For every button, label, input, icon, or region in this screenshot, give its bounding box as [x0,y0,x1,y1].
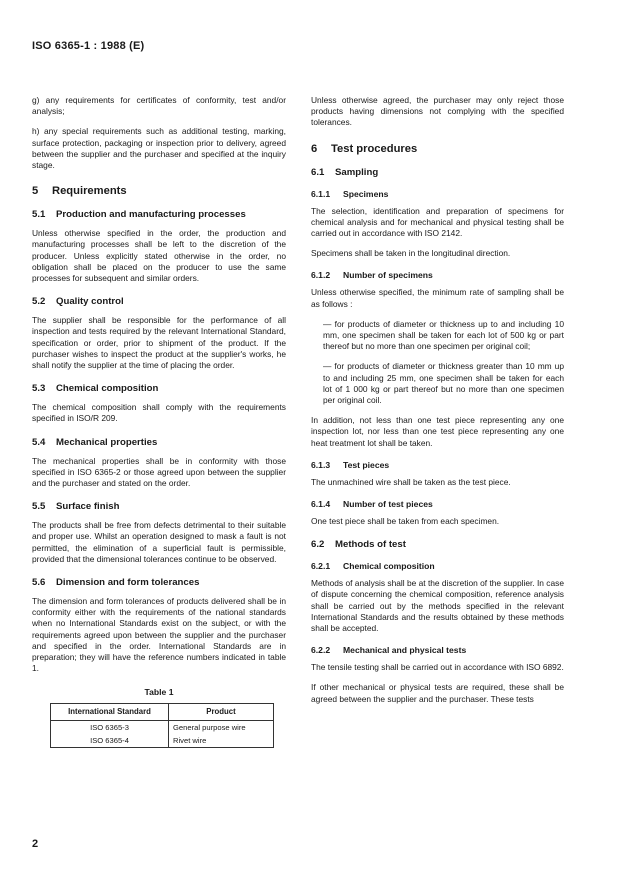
section-title: Number of test pieces [343,499,433,510]
dash-list-item: — for products of diameter or thickness up to and including 10 mm, one specimen shall be taken for each lot of 500 kg or part thereof but no more than one specimen per original coil; [323,318,564,352]
section-number: 6.1 [311,166,325,178]
section-6-2-heading [311,539,564,550]
section-6-2-1-heading [311,561,564,571]
section-title: Dimension and form tolerances [56,577,200,589]
page-number: 2 [32,838,39,850]
section-number: 6.1.4 [311,499,331,510]
section-5-1-heading [32,209,286,220]
section-5-6-text: The dimension and form tolerances of products delivered shall be in conformity either with the requirements of the national standards when no International Standards exist on the subject, or with the requirements agreed upon between the supplier and the purchaser and specified in the order. International Standards are in preparation; they will have the reference numbers indicated in table 1. [32,596,286,674]
section-title: Test procedures [331,142,418,155]
section-6-2-2-text: The tensile testing shall be carried out in accordance with ISO 6892. [311,662,564,673]
section-number: 6.1.2 [311,270,331,281]
section-number: 5.1 [32,209,46,221]
section-6-1-4-text: One test piece shall be taken from each specimen. [311,516,500,527]
section-title: Surface finish [56,501,120,513]
section-title: Sampling [335,166,379,178]
section-title: Specimens [343,188,389,199]
section-6-2-2-text: If other mechanical or physical tests are required, these shall be agreed between the supplier and the purchaser. These tests [311,682,564,704]
section-number: 6 [311,142,318,155]
table-caption: Table 1 [144,686,174,697]
section-number: 6.2 [311,539,325,551]
table-row [51,720,274,734]
section-title: Chemical composition [56,383,159,395]
section-6-1-1-heading [311,189,564,199]
section-6-1-3-heading [311,460,564,470]
section-5-3-text: The chemical composition shall comply with the requirements specified in ISO/R 209. [32,402,286,424]
section-6-2-1-text: Methods of analysis shall be at the discretion of the supplier. In case of dispute concerning the chemical composition, reference analysis shall be carried out by the methods specified in the relevant International Standards and the results obtained by these methods shall be accepted. [311,578,564,634]
tolerance-reject-text: Unless otherwise agreed, the purchaser may only reject those products having dimensions not complying with the specified tolerances. [311,95,564,128]
section-title: Mechanical and physical tests [343,645,467,656]
section-5-6-heading [32,577,286,588]
column-header: Product [169,703,274,720]
section-6-1-2-text: Unless otherwise specified, the minimum rate of sampling shall be as follows : [311,287,564,309]
section-title: Methods of test [335,539,406,551]
section-number: 6.1.1 [311,188,331,199]
section-number: 5.2 [32,296,46,308]
column-header: International Standard [51,703,169,720]
section-5-2-heading [32,296,286,307]
section-title: Production and manufacturing processes [56,209,246,221]
section-title: Test pieces [343,459,390,470]
section-number: 5.4 [32,436,46,448]
section-6-1-2-heading [311,270,564,280]
table-cell: ISO 6365-4 [51,734,169,748]
section-title: Mechanical properties [56,436,158,448]
dash-list-item: — for products of diameter or thickness greater than 10 mm up to and including 25 mm, one specimen shall be taken for each lot of 1 000 kg or part thereof but no more than one specimen per original coil. [323,361,564,406]
left-column [32,95,286,748]
section-6-1-3-text: The unmachined wire shall be taken as the test piece. [311,476,511,487]
list-item-h: h) any special requirements such as additional testing, marking, surface protection, packaging or inspection prior to delivery, agreed between the supplier and the purchaser and specified at the inquiry stage. [32,126,286,171]
section-number: 6.1.3 [311,459,331,470]
section-5-heading [32,185,286,197]
section-title: Requirements [52,185,127,198]
section-5-1-text: Unless otherwise specified in the order, the production and manufacturing processes shall be left to the discretion of the producer. Unless explicitly stated otherwise in the order, no obligation shall be placed on the producer to use the same processes for subsequent and similar orders. [32,228,286,284]
section-5-4-text: The mechanical properties shall be in conformity with those specified in ISO 6365-2 or those agreed upon between the supplier and the purchaser and stated on the order. [32,455,286,489]
section-title: Number of specimens [343,270,433,281]
section-5-5-heading [32,501,286,512]
section-5-4-heading [32,437,286,448]
section-number: 5 [32,185,39,198]
right-column [311,95,564,714]
section-number: 5.6 [32,577,46,589]
section-5-3-heading [32,383,286,394]
section-6-1-4-heading [311,499,564,509]
section-6-1-heading [311,167,564,178]
table-header-row [51,703,274,720]
section-5-2-text: The supplier shall be responsible for the performance of all inspection and tests required by the relevant International Standard, specification or order, prior to shipment of the product. If the purchaser wishes to inspect the product at the supplier's works, he shall notify the supplier at the time of placing the order. [32,315,286,371]
section-number: 6.2.2 [311,645,331,656]
section-6-1-2-text: In addition, not less than one test piece representing any one inspection lot, nor less than one test piece representing any one heat treatment lot shall be taken. [311,415,564,448]
section-6-1-1-text: The selection, identification and preparation of specimens for chemical analysis and for mechanical and physical testing shall be carried out in accordance with ISO 2142. [311,205,564,239]
table-row [51,734,274,748]
section-number: 6.2.1 [311,561,331,572]
section-6-1-1-text: Specimens shall be taken in the longitudinal direction. [311,248,511,259]
section-number: 5.3 [32,383,46,395]
section-title: Quality control [56,296,124,308]
section-6-2-2-heading [311,645,564,655]
section-5-5-text: The products shall be free from defects detrimental to their suitable and proper use. Whilst an operation designed to mask a fault is not permitted, the elimination of a superficial fault is permissible, provided that the dimensional tolerances continue to be observed. [32,520,286,564]
section-6-heading [311,143,564,155]
table-cell: ISO 6365-3 [51,720,169,734]
section-number: 5.5 [32,501,46,513]
section-title: Chemical composition [343,561,435,572]
list-item-g: g) any requirements for certificates of conformity, test and/or analysis; [32,95,286,117]
document-header: ISO 6365-1 : 1988 (E) [32,40,145,52]
table-cell: Rivet wire [169,734,274,748]
standards-table [50,703,274,748]
table-cell: General purpose wire [169,720,274,734]
